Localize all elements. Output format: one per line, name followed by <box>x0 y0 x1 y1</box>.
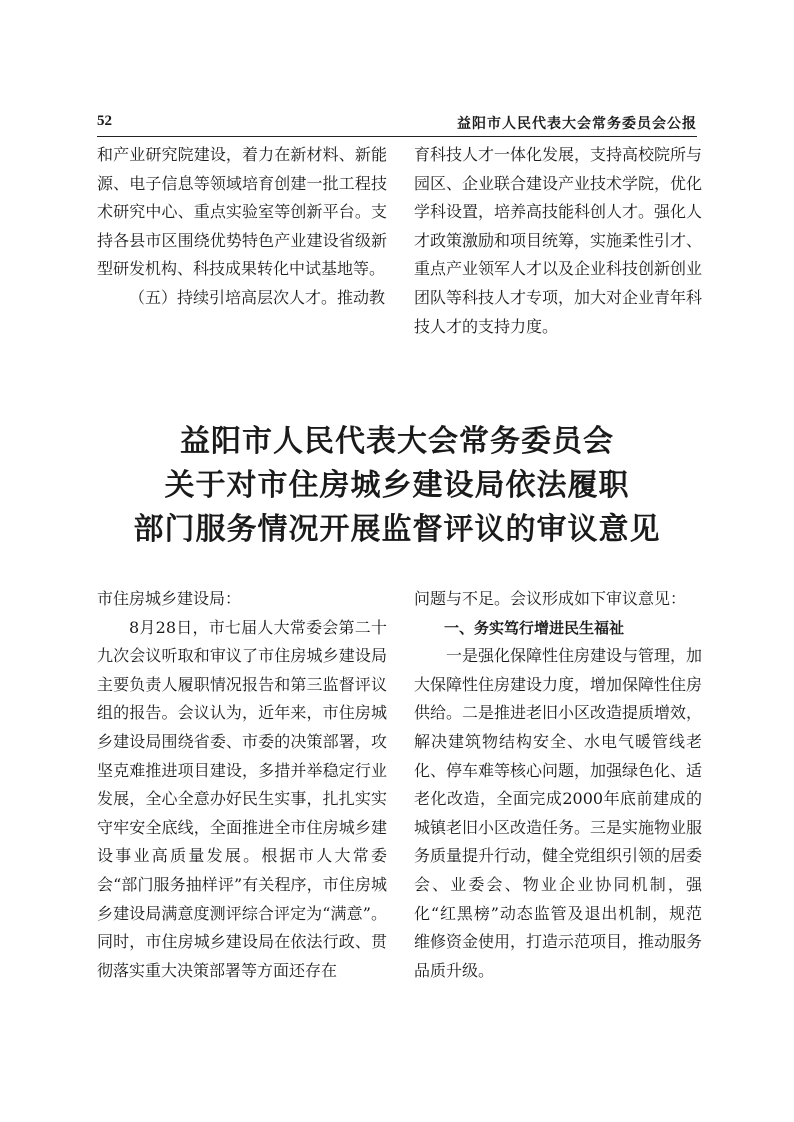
body-paragraph-2: 一是强化保障性住房建设与管理，加大保障性住房建设力度，增加保障性住房供给。二是推进老旧小区改造提质增效，解决建筑物结构安全、水电气暖管线老化、停车难等核心问题，加强绿色化、适老化改造，全面完成2000年底前建成的城镇老旧小区改造任务。三是实施物业服务质量提升行动，健全党组织引领的居委会、业委会、物业企业协同机制，强化“红黑榜”动态监管及退出机制，规范维修资金使用，打造示范项目，推动服务品质升级。 <box>414 646 703 980</box>
salutation: 市住房城乡建设局： <box>97 589 242 608</box>
publication-title: 益阳市人民代表大会常务委员会公报 <box>457 116 697 132</box>
prev-paragraph-continued: 育科技人才一体化发展，支持高校院所与园区、企业联合建设产业技术学院，优化学科设置，培养高技能科创人才。强化人才政策激励和项目统筹，实施柔性引才、重点产业领军人才以及企业科技创新创业团队等科技人才专项，加大对企业青年科技人才的支持力度。 <box>414 145 703 336</box>
title-line-3: 部门服务情况开展监督评议的审议意见 <box>133 512 661 547</box>
prev-article-right-column <box>414 141 702 341</box>
article-left-column <box>97 585 387 985</box>
article-right-column <box>414 585 702 985</box>
prev-paragraph: 和产业研究院建设，着力在新材料、新能源、电子信息等领域培育创建一批工程技术研究中心、重点实验室等创新平台。支持各县市区围绕优势特色产业建设省级新型研发机构、科技成果转化中试基地等。 <box>97 145 387 279</box>
body-paragraph-1-end: 问题与不足。会议形成如下审议意见： <box>414 589 687 608</box>
article-title <box>60 420 734 552</box>
page-number: 52 <box>97 113 112 129</box>
header-rule <box>97 136 697 137</box>
prev-article-left-column <box>97 141 387 313</box>
section-heading-1: 一、务实笃行增进民生福祉 <box>444 618 625 637</box>
body-paragraph-1: 8月28日，市七届人大常委会第二十九次会议听取和审议了市住房城乡建设局主要负责人履职情况报告和第三监督评议组的报告。会议认为，近年来，市住房城乡建设局围绕省委、市委的决策部署，攻坚克难推进项目建设，多措并举稳定行业发展，全心全意办好民生实事，扎扎实实守牢安全底线，全面推进全市住房城乡建设事业高质量发展。根据市人大常委会“部门服务抽样评”有关程序，市住房城乡建设局满意度测评综合评定为“满意”。同时，市住房城乡建设局在依法行政、贯彻落实重大决策部署等方面还存在 <box>97 617 387 980</box>
title-line-1: 益阳市人民代表大会常务委员会 <box>180 424 614 459</box>
title-line-2: 关于对市住房城乡建设局依法履职 <box>164 468 630 503</box>
prev-section-start: （五）持续引培高层次人才。推动教 <box>129 287 386 307</box>
page-header <box>97 111 697 137</box>
